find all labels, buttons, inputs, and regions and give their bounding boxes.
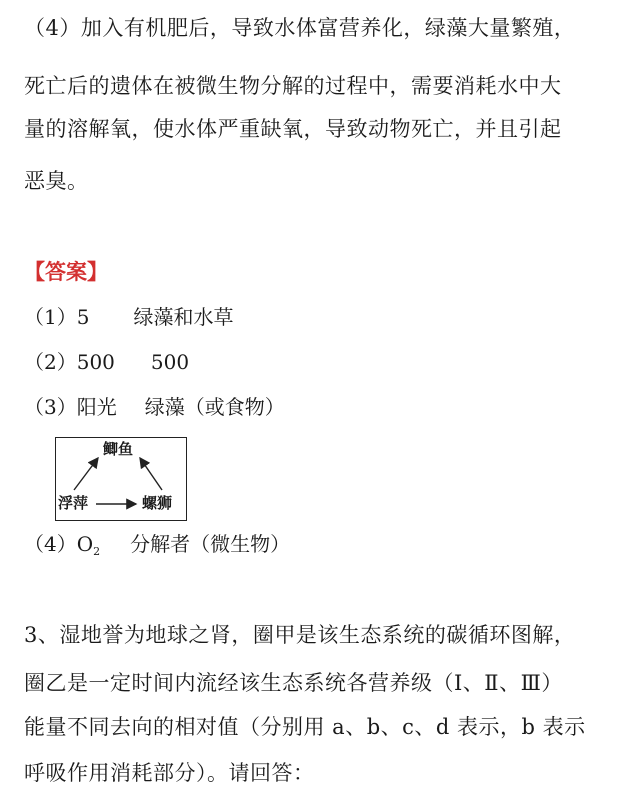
- node-jiyu: 鲫鱼: [103, 440, 134, 458]
- answer-3-value: 绿藻（或食物）: [144, 395, 285, 419]
- question-line: 圈乙是一定时间内流经该生态系统各营养级（Ⅰ、Ⅱ、Ⅲ）: [24, 671, 563, 695]
- arrow-fuping-to-jiyu: [74, 458, 98, 490]
- answer-3-label: （3）阳光: [24, 395, 117, 419]
- answer-2-value: 500: [150, 350, 190, 374]
- paragraph-line: 恶臭。: [24, 169, 89, 193]
- answer-4-subscript: 2: [93, 545, 101, 558]
- arrow-luoshi-to-jiyu: [140, 458, 162, 490]
- answer-1: [24, 302, 233, 332]
- question-line: 3、湿地誉为地球之肾，圈甲是该生态系统的碳循环图解，: [24, 623, 576, 647]
- answer-4-value: 分解者（微生物）: [130, 532, 291, 556]
- paragraph-line: 死亡后的遗体在被微生物分解的过程中，需要消耗水中大: [24, 74, 562, 98]
- paragraph-line: 量的溶解氧，使水体严重缺氧，导致动物死亡，并且引起: [24, 117, 562, 141]
- question-line: 能量不同去向的相对值（分别用 a、b、c、d 表示，b 表示: [24, 715, 586, 739]
- answer-heading: 【答案】: [24, 260, 108, 284]
- answer-4: [24, 529, 290, 567]
- paragraph-line: （4）加入有机肥后，导致水体富营养化，绿藻大量繁殖，: [24, 16, 576, 40]
- node-fuping: 浮萍: [58, 494, 89, 512]
- answer-4-label: （4）O: [24, 532, 94, 556]
- food-web-diagram: [55, 437, 187, 521]
- question-line: 呼吸作用消耗部分）。请回答：: [24, 761, 315, 785]
- answer-2: [24, 347, 189, 377]
- answer-1-label: （1）5: [24, 305, 90, 329]
- node-luoshi: 螺狮: [142, 494, 173, 512]
- answer-1-value: 绿藻和水草: [133, 305, 234, 329]
- answer-3: [24, 392, 285, 422]
- answer-2-label: （2）500: [24, 350, 115, 374]
